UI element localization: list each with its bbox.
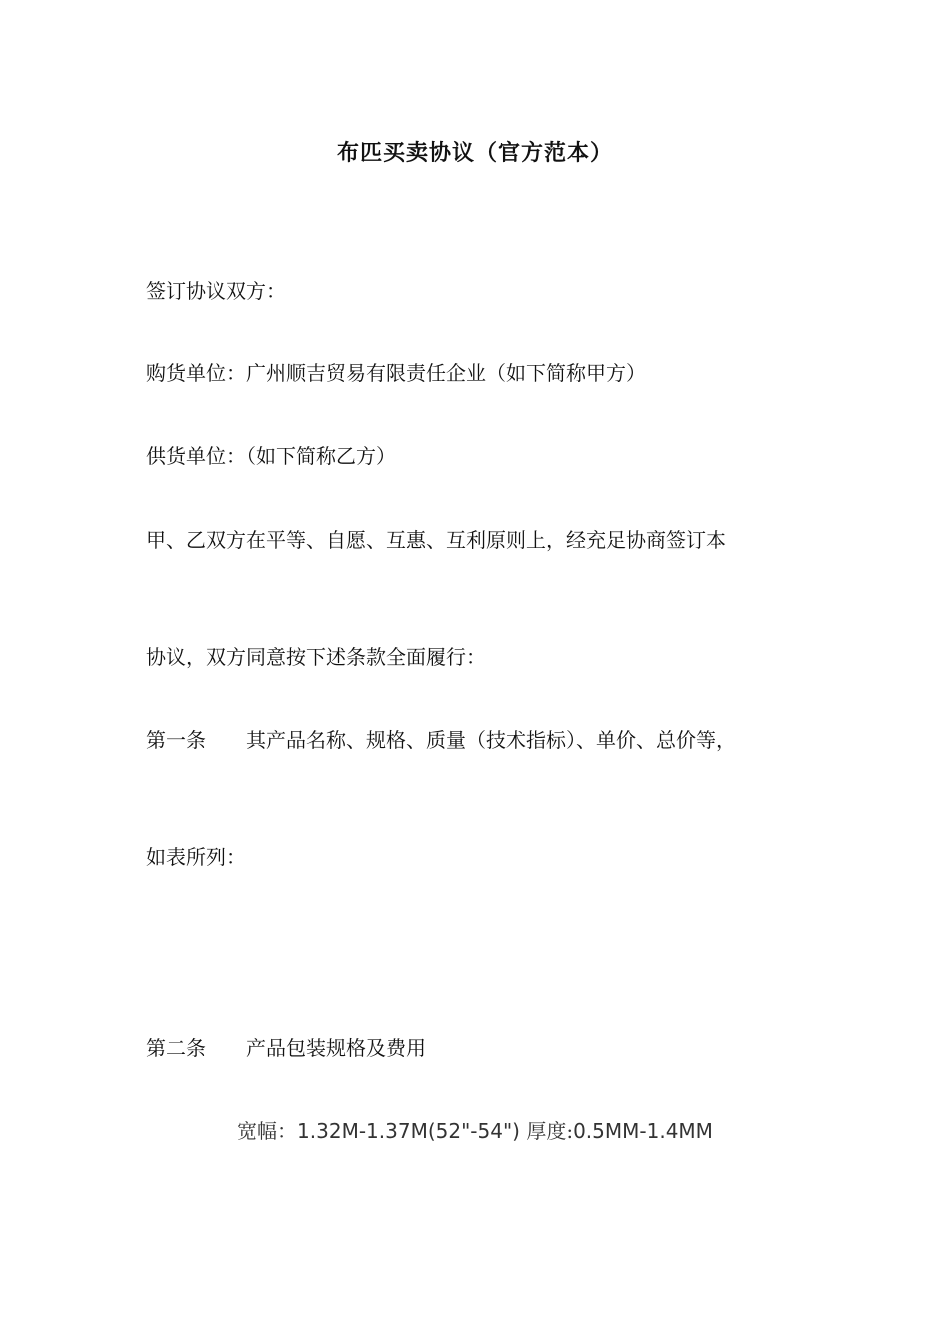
buyer-line: 购货单位：广州顺吉贸易有限责任企业（如下简称甲方） (146, 361, 646, 385)
supplier-line: 供货单位：（如下简称乙方） (146, 444, 396, 468)
article-1-continuation: 如表所列： (146, 845, 246, 869)
document-title: 布匹买卖协议（官方范本） (336, 140, 613, 166)
width-value: 1.32M-1.37M(52"-54") (297, 1119, 520, 1143)
thickness-value: 0.5MM-1.4MM (573, 1119, 713, 1143)
article-2 (146, 1033, 426, 1063)
preamble-line-2: 协议，双方同意按下述条款全面履行： (146, 645, 486, 669)
article-1-label: 第一条 (146, 728, 206, 752)
article-2-label: 第二条 (146, 1036, 206, 1060)
article-1-text: 其产品名称、规格、质量（技术指标）、单价、总价等， (246, 728, 736, 752)
width-label: 宽幅： (237, 1119, 298, 1143)
spec-line (0, 1116, 950, 1146)
thickness-label: 厚度: (519, 1119, 574, 1143)
article-2-text: 产品包装规格及费用 (246, 1036, 426, 1060)
preamble-line-1: 甲、乙双方在平等、自愿、互惠、互利原则上，经充足协商签订本 (146, 528, 726, 552)
parties-heading: 签订协议双方： (146, 279, 286, 303)
article-1 (146, 725, 736, 755)
